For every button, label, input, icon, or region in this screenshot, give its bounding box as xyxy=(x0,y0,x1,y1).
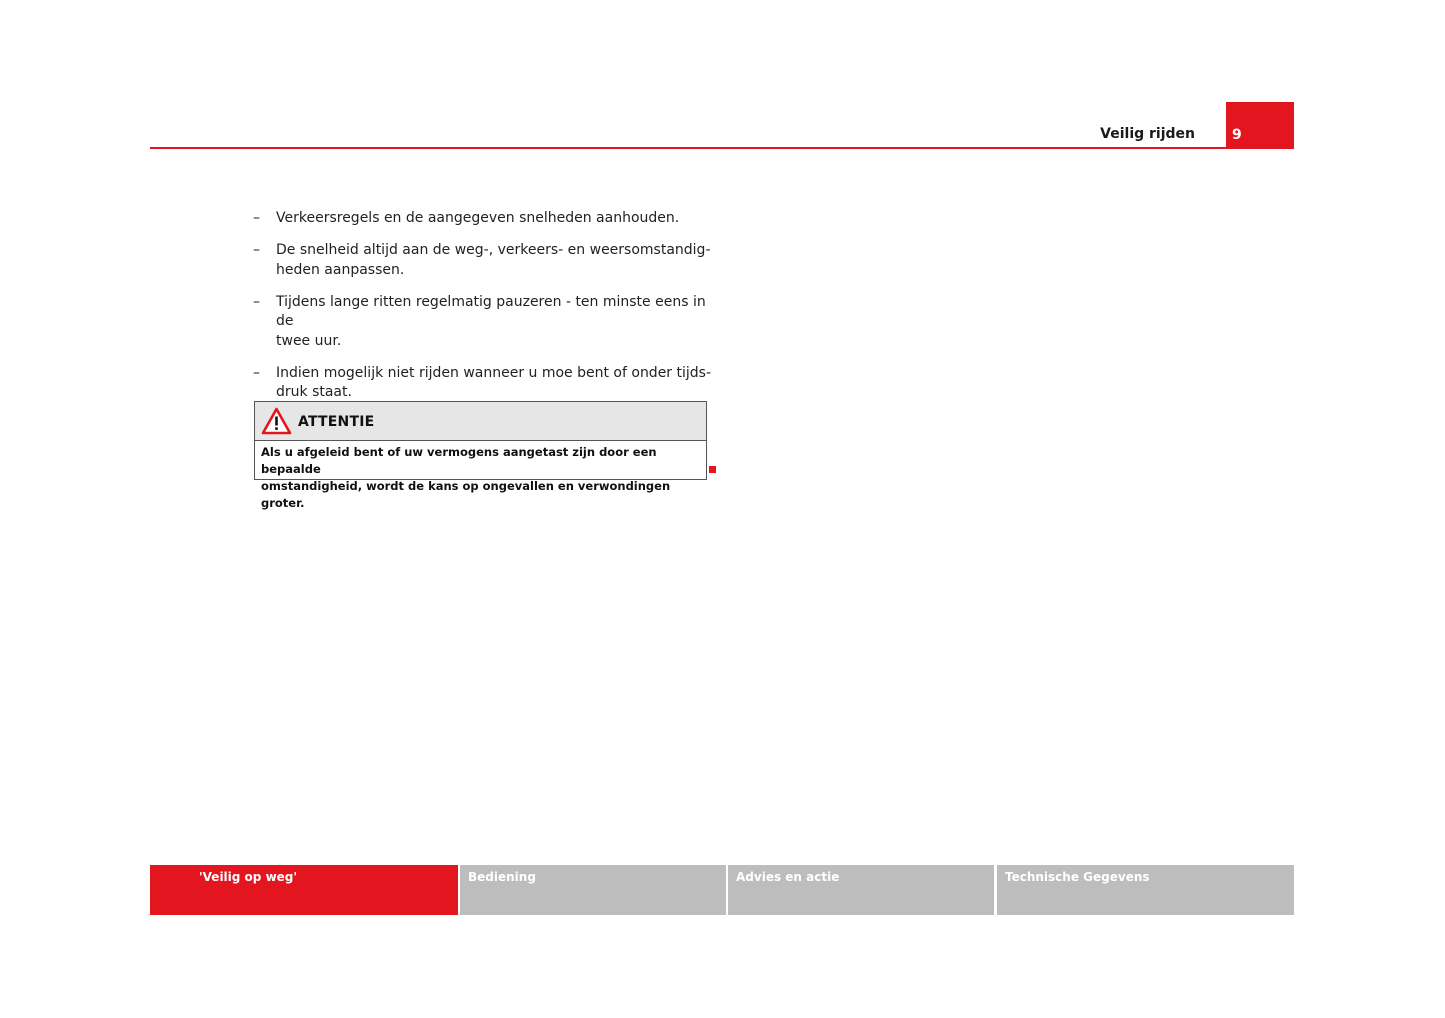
list-item xyxy=(253,209,713,229)
advice-list xyxy=(253,209,713,415)
warning-label: ATTENTIE xyxy=(298,414,375,430)
warning-text: Als u afgeleid bent of uw vermogens aangetast zijn door een bepaalde omstandigheid, wordt de kans op ongevallen en verwondingen groter. xyxy=(261,445,671,510)
warning-header xyxy=(255,402,706,441)
footer-tab-advies-en-actie[interactable] xyxy=(728,865,994,915)
list-item xyxy=(253,364,713,403)
list-bullet: – xyxy=(253,293,260,310)
list-item-text: De snelheid altijd aan de weg-, verkeers- en weersomstandig- heden aanpassen. xyxy=(276,242,711,278)
list-item-text: Tijdens lange ritten regelmatig pauzeren - ten minste eens in de twee uur. xyxy=(276,293,706,349)
list-item-text: Verkeersregels en de aangegeven snelheden aanhouden. xyxy=(276,210,680,226)
footer-tab-label: Advies en actie xyxy=(736,870,840,884)
footer-tab-label: Technische Gegevens xyxy=(1005,870,1150,884)
warning-box xyxy=(254,401,707,510)
list-item xyxy=(253,241,713,280)
footer-tab-bediening[interactable] xyxy=(460,865,726,915)
list-item xyxy=(253,293,713,352)
list-item-text: Indien mogelijk niet rijden wanneer u moe bent of onder tijds- druk staat. xyxy=(276,364,712,400)
section-end-marker xyxy=(709,466,716,473)
footer-tab-technische-gegevens[interactable] xyxy=(997,865,1294,915)
footer-tab-label: Bediening xyxy=(468,870,536,884)
page-number: 9 xyxy=(1232,127,1242,143)
header-rule xyxy=(150,147,1294,149)
list-bullet: – xyxy=(253,210,260,226)
warning-triangle-icon xyxy=(261,407,292,435)
list-bullet: – xyxy=(253,364,260,381)
footer-tab-label: 'Veilig op weg' xyxy=(199,870,298,884)
section-title: Veilig rijden xyxy=(1100,126,1195,142)
list-bullet: – xyxy=(253,242,260,258)
footer-tab-veilig-op-weg[interactable] xyxy=(150,865,458,915)
page-number-tab xyxy=(1226,102,1294,149)
